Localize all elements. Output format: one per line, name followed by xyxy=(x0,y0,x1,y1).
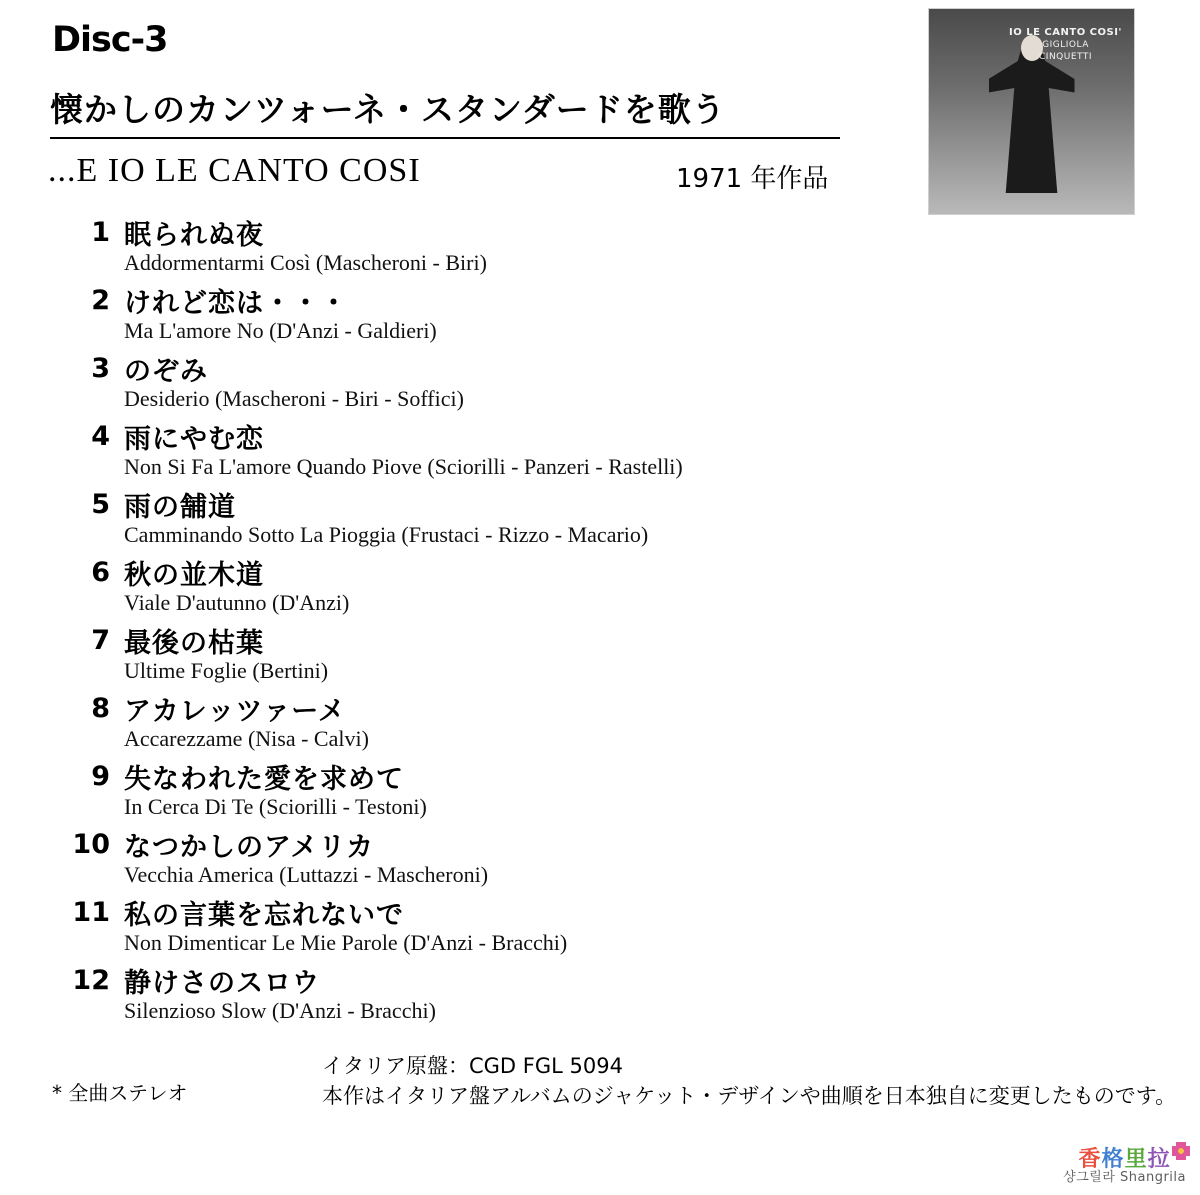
track-original-title: Vecchia America (Luttazzi - Mascheroni) xyxy=(124,862,489,887)
watermark-char-3: 里 xyxy=(1124,1147,1148,1173)
track-row xyxy=(0,281,920,349)
track-number: 1 xyxy=(91,217,110,248)
title-divider xyxy=(50,137,840,139)
release-description-note: 本作はイタリア盤アルバムのジャケット・デザインや曲順を日本独自に変更したものです。 xyxy=(322,1084,1177,1108)
track-row xyxy=(0,349,920,417)
track-number: 7 xyxy=(91,625,110,656)
track-original-title: Accarezzame (Nisa - Calvi) xyxy=(124,726,369,751)
track-japanese-title: 私の言葉を忘れないで xyxy=(124,900,404,931)
track-number: 2 xyxy=(91,285,110,316)
track-japanese-title: 静けさのスロウ xyxy=(124,968,320,999)
track-japanese-title: 雨の舗道 xyxy=(124,492,236,523)
flower-icon xyxy=(1172,1142,1190,1160)
track-row xyxy=(0,757,920,825)
cover-album-title: IO LE CANTO COSI' xyxy=(1009,27,1122,38)
track-row xyxy=(0,825,920,893)
cover-artist-first-name: GIGLIOLA xyxy=(1042,40,1089,50)
album-japanese-title: 懐かしのカンツォーネ・スタンダードを歌う xyxy=(50,90,726,129)
stereo-note: * 全曲ステレオ xyxy=(52,1081,188,1105)
cover-artist-last-name: CINQUETTI xyxy=(1039,52,1093,62)
track-number: 6 xyxy=(91,557,110,588)
track-japanese-title: けれど恋は・・・ xyxy=(124,288,348,319)
watermark xyxy=(1063,1148,1186,1185)
track-number: 12 xyxy=(72,965,110,996)
track-japanese-title: 眠られぬ夜 xyxy=(124,220,264,251)
track-number: 5 xyxy=(91,489,110,520)
track-row xyxy=(0,213,920,281)
track-japanese-title: 最後の枯葉 xyxy=(124,628,264,659)
track-original-title: Viale D'autunno (D'Anzi) xyxy=(124,590,350,615)
track-row xyxy=(0,553,920,621)
cover-text-block xyxy=(1009,27,1122,63)
track-japanese-title: なつかしのアメリカ xyxy=(124,832,375,863)
track-row xyxy=(0,961,920,1029)
track-number: 11 xyxy=(72,897,110,928)
track-original-title: Non Dimenticar Le Mie Parole (D'Anzi - Bracchi) xyxy=(124,930,568,955)
track-japanese-title: のぞみ xyxy=(124,356,208,387)
track-japanese-title: 失なわれた愛を求めて xyxy=(124,764,404,795)
disc-label: Disc-3 xyxy=(52,20,168,60)
track-original-title: In Cerca Di Te (Sciorilli - Testoni) xyxy=(124,794,427,819)
track-original-title: Non Si Fa L'amore Quando Piove (Sciorilli - Panzeri - Rastelli) xyxy=(124,454,683,479)
album-italian-title: ...E IO LE CANTO COSI xyxy=(48,152,421,189)
track-number: 8 xyxy=(91,693,110,724)
track-row xyxy=(0,417,920,485)
track-original-title: Camminando Sotto La Pioggia (Frustaci - Rizzo - Macario) xyxy=(124,522,649,547)
track-japanese-title: アカレッツァーメ xyxy=(124,696,346,727)
watermark-char-2: 格 xyxy=(1101,1147,1125,1173)
track-original-title: Desiderio (Mascheroni - Biri - Soffici) xyxy=(124,386,464,411)
watermark-korean: 샹그릴라 Shangrila xyxy=(1063,1170,1186,1186)
track-row xyxy=(0,689,920,757)
watermark-char-1: 香 xyxy=(1078,1147,1102,1173)
track-row xyxy=(0,893,920,961)
album-year: 1971 年作品 xyxy=(676,164,829,194)
track-number: 9 xyxy=(91,761,110,792)
original-issue-note: イタリア原盤：CGD FGL 5094 xyxy=(322,1054,623,1078)
track-japanese-title: 秋の並木道 xyxy=(124,560,264,591)
track-original-title: Silenzioso Slow (D'Anzi - Bracchi) xyxy=(124,998,436,1023)
track-row xyxy=(0,621,920,689)
track-original-title: Ma L'amore No (D'Anzi - Galdieri) xyxy=(124,318,437,343)
track-list xyxy=(0,213,920,1029)
watermark-chinese xyxy=(1063,1148,1186,1171)
album-cover-image xyxy=(928,8,1135,215)
track-number: 3 xyxy=(91,353,110,384)
watermark-char-4: 拉 xyxy=(1147,1147,1171,1173)
track-number: 4 xyxy=(91,421,110,452)
track-number: 10 xyxy=(72,829,110,860)
track-original-title: Ultime Foglie (Bertini) xyxy=(124,658,329,683)
track-row xyxy=(0,485,920,553)
track-japanese-title: 雨にやむ恋 xyxy=(124,424,264,455)
track-original-title: Addormentarmi Così (Mascheroni - Biri) xyxy=(124,250,487,275)
